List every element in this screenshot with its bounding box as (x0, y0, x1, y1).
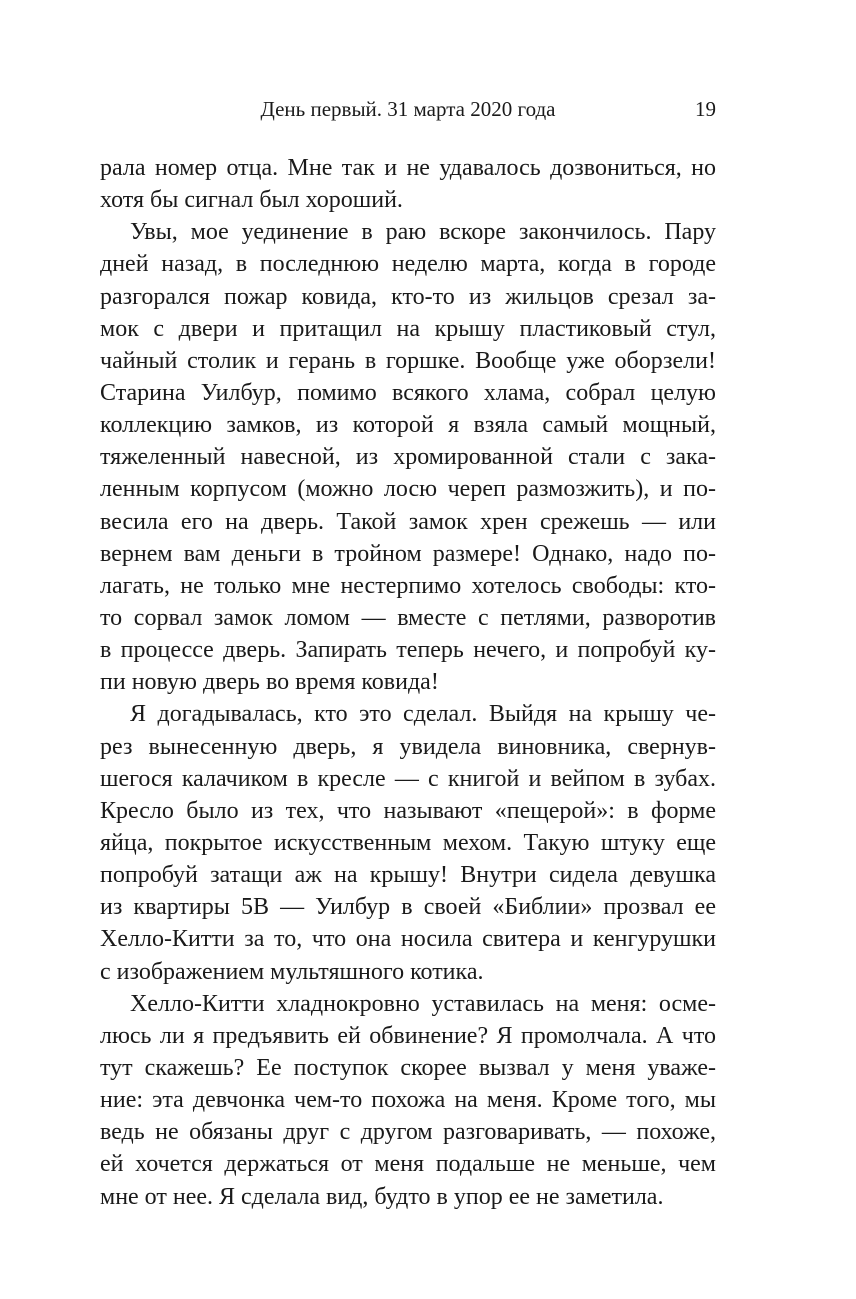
text-line: чайный столик и герань в горшке. Вообще уже оборзели! (100, 347, 716, 374)
paragraph-2 (100, 216, 716, 698)
paragraph-4 (100, 988, 716, 1213)
text-line: Хелло-Китти за то, что она носила свитера и кенгурушки (100, 926, 716, 953)
text-line: Хелло-Китти хладнокровно уставилась на меня: осме- (130, 990, 716, 1017)
text-line: весила его на дверь. Такой замок хрен срежешь — или (100, 508, 716, 535)
text-line: Я догадывалась, кто это сделал. Выйдя на крышу че- (130, 701, 716, 728)
text-line: ленным корпусом (можно лосю череп размозжить), и по- (100, 476, 716, 503)
text-line: Увы, мое уединение в раю вскоре закончилось. Пару (130, 219, 716, 246)
text-line: из квартиры 5В — Уилбур в своей «Библии» прозвал ее (100, 894, 716, 921)
text-line: люсь ли я предъявить ей обвинение? Я промолчала. А что (100, 1022, 716, 1049)
paragraph-1 (100, 152, 716, 216)
text-line: мок с двери и притащил на крышу пластиковый стул, (100, 315, 716, 342)
paragraph-3 (100, 698, 716, 987)
text-line: лагать, не только мне нестерпимо хотелось свободы: кто- (100, 572, 716, 599)
text-line: яйца, покрытое искусственным мехом. Такую штуку еще (100, 829, 716, 856)
text-line: в процессе дверь. Запирать теперь нечего, и попробуй ку- (100, 637, 716, 664)
text-line: ей хочется держаться от меня подальше не меньше, чем (100, 1151, 716, 1178)
text-line: Кресло было из тех, что называют «пещерой»: в форме (100, 797, 716, 824)
text-line: с изображением мультяшного котика. (100, 958, 484, 985)
text-line: шегося калачиком в кресле — с книгой и вейпом в зубах. (100, 765, 716, 792)
text-line: тут скажешь? Ее поступок скорее вызвал у меня уваже- (100, 1054, 716, 1081)
text-line: рала номер отца. Мне так и не удавалось дозвониться, но (100, 155, 716, 181)
running-head (100, 92, 716, 126)
text-line: Старина Уилбур, помимо всякого хлама, собрал целую (100, 379, 716, 406)
running-title: День первый. 31 марта 2020 года (260, 97, 556, 121)
text-line: тяжеленный навесной, из хромированной стали с зака- (100, 444, 716, 471)
text-line: ведь не обязаны друг с другом разговаривать, — похоже, (100, 1119, 716, 1146)
text-line: хотя бы сигнал был хороший. (100, 187, 403, 214)
text-line: пи новую дверь во время ковида! (100, 669, 439, 696)
text-line: рез вынесенную дверь, я увидела виновника, свернув- (100, 733, 716, 760)
text-line: разгорался пожар ковида, кто-то из жильцов срезал за- (100, 283, 716, 310)
text-line: дней назад, в последнюю неделю марта, когда в городе (100, 251, 716, 278)
page-number: 19 (695, 97, 716, 121)
body-text (100, 152, 716, 1213)
text-line: ние: эта девчонка чем-то похожа на меня. Кроме того, мы (100, 1087, 716, 1114)
text-line: попробуй затащи аж на крышу! Внутри сидела девушка (100, 862, 716, 889)
text-line: то сорвал замок ломом — вместе с петлями, разворотив (100, 604, 716, 631)
text-line: коллекцию замков, из которой я взяла самый мощный, (100, 412, 716, 439)
text-line: мне от нее. Я сделала вид, будто в упор ее не заметила. (100, 1183, 664, 1210)
text-line: вернем вам деньги в тройном размере! Однако, надо по- (100, 540, 716, 567)
